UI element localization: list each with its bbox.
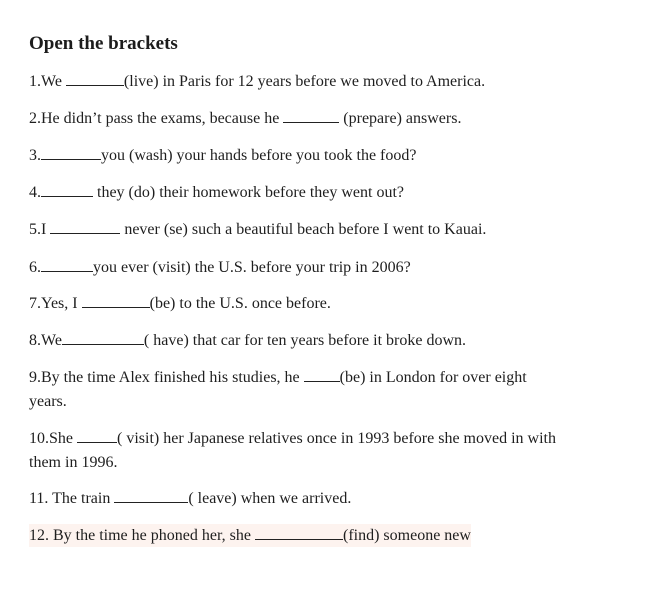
item-text-after: (be) in London for over eight: [339, 369, 527, 386]
item-number: 11.: [29, 490, 49, 507]
item-number: 12.: [29, 527, 49, 544]
item-number: 9.: [29, 369, 41, 386]
item-number: 6.: [29, 259, 41, 276]
exercise-item-7: [29, 292, 331, 315]
exercise-item-2: [29, 107, 461, 130]
answer-blank[interactable]: [50, 218, 120, 234]
worksheet-title: Open the brackets: [29, 33, 178, 54]
answer-blank[interactable]: [255, 524, 343, 540]
item-number: 2.: [29, 110, 41, 127]
item-text-before: We: [41, 73, 66, 90]
answer-blank[interactable]: [283, 107, 339, 123]
answer-blank[interactable]: [66, 70, 124, 86]
item-text-before: The train: [48, 490, 115, 507]
item-text-after: ( leave) when we arrived.: [188, 490, 352, 507]
exercise-item-5: [29, 218, 486, 241]
item-number: 10.: [29, 430, 49, 447]
exercise-item-11: [29, 487, 351, 510]
exercise-item-10-continuation: them in 1996.: [29, 454, 118, 471]
item-text-before: I: [41, 221, 51, 238]
item-text-after: you ever (visit) the U.S. before your trip in 2006?: [93, 259, 411, 276]
item-number: 1.: [29, 73, 41, 90]
item-text-after: they (do) their homework before they went out?: [93, 184, 405, 201]
item-text-before: Yes, I: [41, 295, 82, 312]
item-number: 4.: [29, 184, 41, 201]
item-text-after: (find) someone new: [342, 527, 471, 544]
exercise-item-12: [29, 524, 471, 547]
answer-blank[interactable]: [41, 144, 101, 160]
item-text-after: ( have) that car for ten years before it broke down.: [143, 332, 466, 349]
answer-blank[interactable]: [304, 366, 340, 382]
exercise-item-4: [29, 181, 404, 204]
item-text-before: By the time he phoned her, she: [49, 527, 255, 544]
exercise-item-1: [29, 70, 485, 93]
item-number: 5.: [29, 221, 41, 238]
item-text-before: He didn’t pass the exams, because he: [41, 110, 284, 127]
item-text-before: We: [41, 332, 62, 349]
exercise-item-3: [29, 144, 416, 167]
item-number: 7.: [29, 295, 41, 312]
exercise-item-8: [29, 329, 466, 352]
answer-blank[interactable]: [41, 181, 93, 197]
answer-blank[interactable]: [114, 487, 188, 503]
item-text-after: (be) to the U.S. once before.: [149, 295, 331, 312]
answer-blank[interactable]: [82, 292, 150, 308]
item-text-before: By the time Alex finished his studies, he: [41, 369, 304, 386]
exercise-item-10: [29, 427, 556, 450]
answer-blank[interactable]: [41, 256, 93, 272]
item-text-after: (prepare) answers.: [339, 110, 462, 127]
item-number: 3.: [29, 147, 41, 164]
item-text-after: (live) in Paris for 12 years before we moved to America.: [123, 73, 486, 90]
answer-blank[interactable]: [62, 329, 144, 345]
exercise-item-9: [29, 366, 527, 389]
exercise-item-6: [29, 256, 411, 279]
exercise-item-9-continuation: years.: [29, 393, 67, 410]
item-text-before: She: [49, 430, 77, 447]
item-text-after: ( visit) her Japanese relatives once in 1993 before she moved in with: [117, 430, 556, 447]
answer-blank[interactable]: [77, 427, 117, 443]
item-number: 8.: [29, 332, 41, 349]
item-text-after: you (wash) your hands before you took the food?: [101, 147, 417, 164]
item-text-after: never (se) such a beautiful beach before I went to Kauai.: [120, 221, 487, 238]
